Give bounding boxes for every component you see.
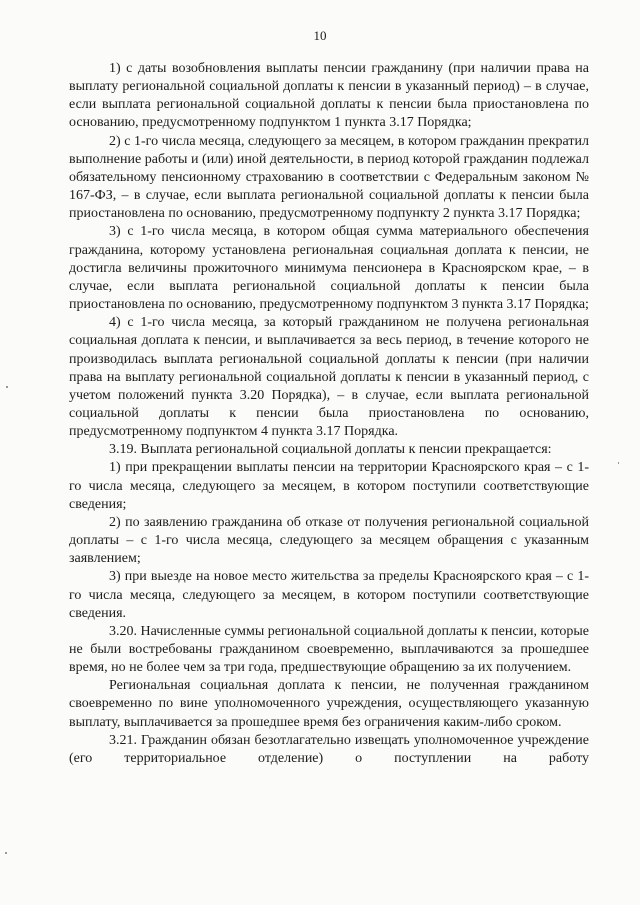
document-body <box>69 60 589 768</box>
scan-speck <box>6 386 8 388</box>
paragraph-subitem-4-unpaid-period: 4) с 1-го числа месяца, за который гражданином не получена региональная социальная доплата к пенсии, и выплачивается за весь период, в течение которого не производилась выплата региональной социальной доплаты к пенсии (при наличии права на выплату региональной социальной доплаты к пенсии в указанный период, с учетом положений пункта 3.20 Порядка), – в случае, если выплата региональной социальной доплаты к пенсии была приостановлена по основанию, предусмотренному подпунктом 4 пункта 3.17 Порядка. <box>69 315 589 440</box>
paragraph-subitem-1-resume-date: 1) с даты возобновления выплаты пенсии гражданину (при наличии права на выплату региональной социальной доплаты к пенсии в указанный период) – в случае, если выплата региональной социальной доплаты к пенсии была приостановлена по основанию, предусмотренному подпунктом 1 пункта 3.17 Порядка; <box>69 61 589 131</box>
paragraph-clause-3-19-heading: 3.19. Выплата региональной социальной доплаты к пенсии прекращается: <box>109 442 552 458</box>
paragraph-clause-3-21: 3.21. Гражданин обязан безотлагательно извещать уполномоченное учреждение (его территориальное отделение) о поступлении на работу <box>69 732 589 766</box>
paragraph-3-19-item-3: 3) при выезде на новое место жительства за пределы Красноярского края – с 1-го числа месяца, следующего за месяцем, в котором поступили соответствующие сведения. <box>69 569 589 621</box>
page-number: 10 <box>313 28 327 43</box>
paragraph-3-19-item-1: 1) при прекращении выплаты пенсии на территории Красноярского края – с 1-го числа месяца, следующего за месяцем, в котором поступили соответствующие сведения; <box>69 460 589 512</box>
scan-speck <box>618 462 619 464</box>
paragraph-subitem-2-work-termination: 2) с 1-го числа месяца, следующего за месяцем, в котором гражданин прекратил выполнение работы и (или) иной деятельности, в период которой гражданин подлежал обязательному пенсионному страхованию в соответствии с Федеральным законом № 167-ФЗ, – в случае, если выплата региональной социальной доплаты к пенсии была приостановлена по основанию, предусмотренному подпункту 2 пункта 3.17 Порядка; <box>69 133 589 222</box>
paragraph-subitem-3-subsistence-minimum: 3) с 1-го числа месяца, в котором общая сумма материального обеспечения гражданина, которому установлена региональная социальная доплата к пенсии, не достигла величины прожиточного минимума пенсионера в Красноярском крае, – в случае, если выплата региональной социальной доплаты к пенсии была приостановлена по основанию, предусмотренному подпунктом 3 пункта 3.17 Порядка; <box>69 224 589 313</box>
paragraph-3-19-item-2: 2) по заявлению гражданина об отказе от получения региональной социальной доплаты – с 1-го числа месяца, следующего за месяцем обращения с указанным заявлением; <box>69 514 589 567</box>
paragraph-clause-3-20: 3.20. Начисленные суммы региональной социальной доплаты к пенсии, которые не были востребованы гражданином своевременно, выплачиваются за прошедшее время, но не более чем за три года, предшествующие обращению за их получением. <box>69 623 589 676</box>
paragraph-clause-3-20-continued: Региональная социальная доплата к пенсии, не полученная гражданином своевременно по вине уполномоченного учреждения, осуществляющего указанную выплату, выплачивается за прошедшее время без ограничения каким-либо сроком. <box>69 678 589 730</box>
scan-speck <box>5 852 7 854</box>
